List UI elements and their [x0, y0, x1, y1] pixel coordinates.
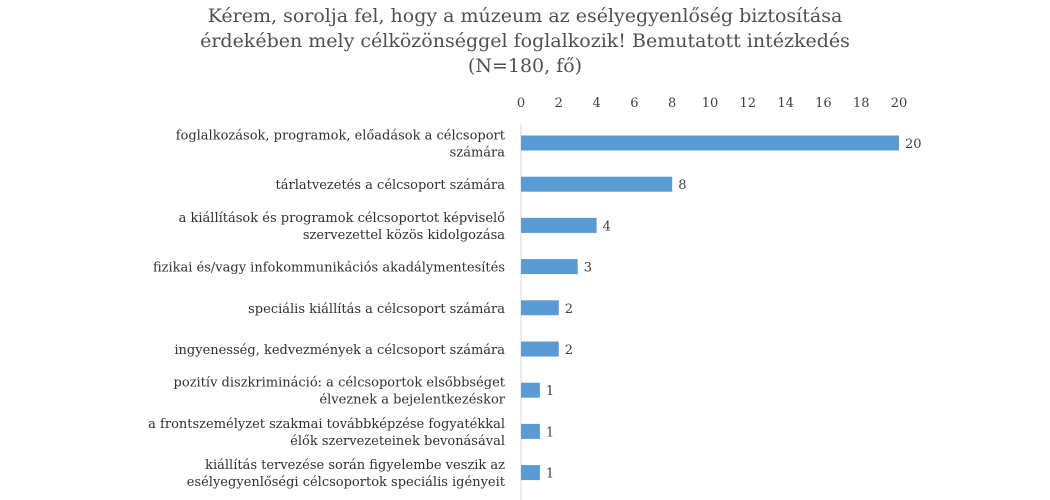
- bar: [521, 136, 899, 151]
- x-tick-label: 12: [739, 96, 757, 111]
- bar: [521, 218, 597, 233]
- category-label: élők szervezeteinek bevonásával: [290, 433, 505, 449]
- x-tick-label: 4: [592, 96, 601, 111]
- bar: [521, 177, 672, 192]
- data-label: 1: [545, 425, 555, 441]
- x-tick-label: 0: [516, 96, 526, 111]
- bar: [521, 465, 540, 480]
- category-label: pozitív diszkrimináció: a célcsoportok elsőbbséget: [173, 375, 505, 391]
- chart-title-line-2: érdekében mely célközönséggel foglalkozik! Bemutatott intézkedés: [200, 30, 850, 52]
- category-label: a frontszemélyzet szakmai továbbképzése fogyatékkal: [148, 416, 505, 432]
- category-label: speciális kiállítás a célcsoport számára: [248, 301, 505, 317]
- bar: [521, 424, 540, 439]
- data-label: 8: [678, 178, 687, 194]
- category-label: fizikai és/vagy infokommunikációs akadálymentesítés: [152, 260, 505, 276]
- chart-title-line-1: Kérem, sorolja fel, hogy a múzeum az esélyegyenlőség biztosítása: [207, 5, 843, 27]
- x-tick-label: 8: [668, 96, 677, 111]
- bar: [521, 259, 578, 274]
- category-label: foglalkozások, programok, előadások a célcsoport: [175, 128, 505, 144]
- category-label: a kiállítások és programok célcsoportot képviselő: [178, 210, 505, 226]
- data-label: 4: [602, 219, 611, 235]
- x-tick-label: 18: [852, 96, 870, 111]
- bar: [521, 383, 540, 398]
- category-label: számára: [449, 145, 505, 161]
- category-label: esélyegyenlőségi célcsoportok speciális igényeit: [186, 475, 505, 491]
- x-tick-label: 14: [777, 96, 794, 111]
- data-label: 20: [905, 137, 922, 152]
- category-label: kiállítás tervezése során figyelembe veszik az: [205, 458, 505, 474]
- x-tick-label: 6: [630, 96, 639, 111]
- x-tick-label: 2: [554, 96, 563, 111]
- x-tick-label: 16: [815, 96, 832, 111]
- chart-title-line-3: (N=180, fő): [467, 55, 583, 77]
- data-label: 3: [583, 260, 592, 276]
- data-label: 2: [564, 301, 574, 317]
- x-tick-label: 10: [701, 96, 719, 111]
- data-label: 1: [545, 384, 555, 400]
- category-label: szervezettel közös kidolgozása: [302, 227, 505, 243]
- bar: [521, 300, 559, 315]
- category-label: élveznek a bejelentkezéskor: [319, 392, 505, 408]
- category-label: tárlatvezetés a célcsoport számára: [275, 178, 505, 194]
- bar: [521, 342, 559, 357]
- data-label: 2: [564, 343, 574, 358]
- category-label: ingyenesség, kedvezmények a célcsoport számára: [174, 343, 505, 358]
- data-label: 1: [545, 466, 555, 482]
- x-tick-label: 20: [890, 96, 908, 111]
